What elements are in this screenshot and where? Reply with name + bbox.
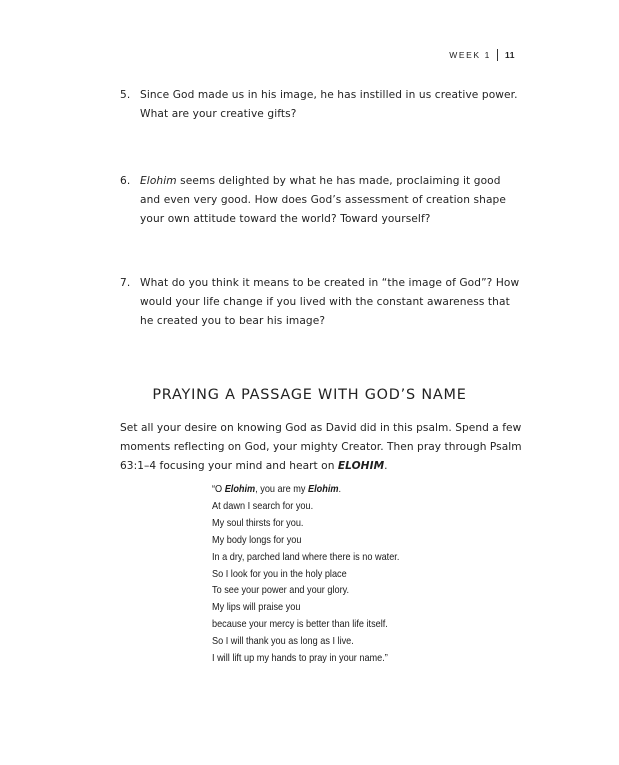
psalm-line: My soul thirsts for you.: [212, 517, 304, 529]
psalm-text: , you are my: [255, 484, 309, 495]
psalm-text: .: [338, 484, 342, 495]
psalm-line: To see your power and your glory.: [212, 585, 350, 597]
section-heading: PRAYING A PASSAGE WITH GOD’S NAME: [152, 387, 467, 403]
page-number: 11: [505, 50, 515, 60]
intro-end: .: [384, 460, 388, 473]
question-text: [140, 172, 520, 229]
psalm-line: I will lift up my hands to pray in your name.”: [212, 653, 388, 665]
section-intro: [120, 419, 522, 477]
psalm-text: “O: [212, 484, 225, 495]
running-header: [449, 49, 515, 61]
question-7: [120, 274, 520, 331]
question-number: 6.: [120, 175, 131, 187]
header-divider: [497, 49, 498, 61]
psalm-line: My body longs for you: [212, 534, 302, 546]
psalm-line: So I will thank you as long as I live.: [212, 636, 354, 648]
psalm-line: [212, 482, 458, 499]
running-title: WEEK 1: [449, 50, 491, 60]
question-emphasis-name: Elohim: [140, 175, 177, 187]
question-5: [120, 86, 520, 124]
psalm-line: My lips will praise you: [212, 602, 301, 614]
question-text: What do you think it means to be created in “the image of God”? How would your life change if you lived with the constant awareness that he created you to bear his image?: [140, 277, 520, 327]
psalm-line: because your mercy is better than life itself.: [212, 619, 388, 631]
question-number: 7.: [120, 277, 131, 289]
psalm-divine-name: Elohim: [224, 484, 256, 495]
intro-text: Set all your desire on knowing God as David did in this psalm. Spend a few moments reflecting on God, your mighty Creator. Then pray through Psalm 63:1–4 focusing your mind and heart on: [120, 422, 522, 473]
question-body: seems delighted by what he has made, proclaiming it good and even very good. How does God’s assessment of creation shape your own attitude toward the world? Toward yourself?: [140, 175, 506, 225]
question-6: [120, 172, 520, 229]
intro-divine-name: ELOHIM: [337, 460, 385, 473]
psalm-line: In a dry, parched land where there is no water.: [212, 551, 400, 563]
psalm-passage: [212, 482, 458, 668]
psalm-line: So I look for you in the holy place: [212, 568, 347, 580]
question-text: Since God made us in his image, he has instilled in us creative power. What are your creative gifts?: [140, 89, 518, 120]
question-number: 5.: [120, 89, 131, 101]
psalm-line: At dawn I search for you.: [212, 500, 314, 512]
psalm-divine-name: Elohim: [308, 484, 339, 495]
